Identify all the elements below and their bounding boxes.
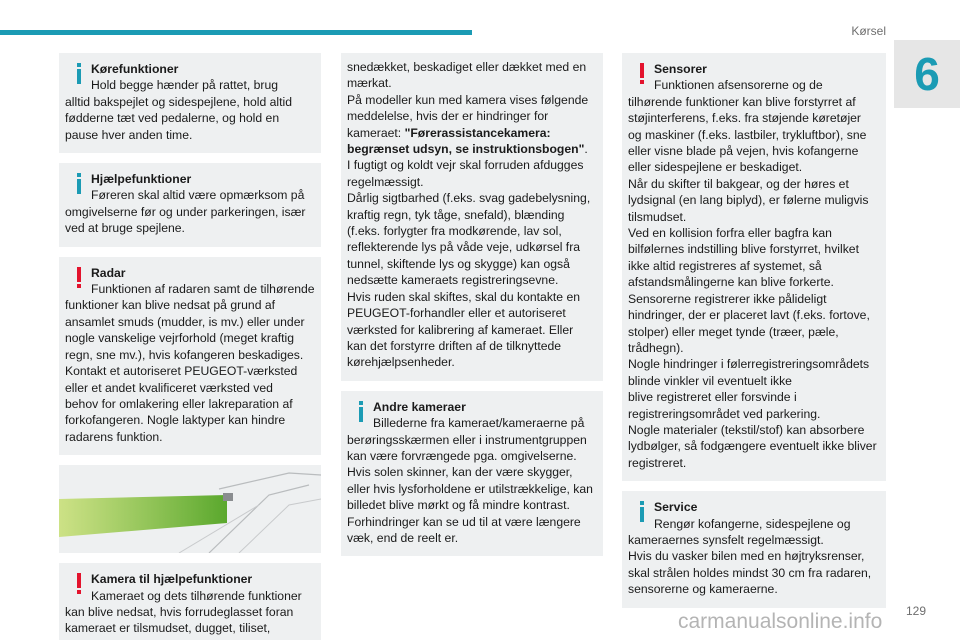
info-icon: [72, 63, 86, 85]
note-title: Kørefunktioner: [91, 62, 179, 76]
note-body: Billederne fra kameraet/kameraerne på berøringsskærmen eller i instrumentgruppen kan være forvrængede pga. omgivelserne. Hvis solen skinner, kan der være skygger, eller hvis lysforholdene er utilstrækkelige, kan billedet blive mørkt og få mindre kontrast. Forhindringer kan se ud til at være længere væk, end de reelt er.: [347, 416, 593, 545]
warning-sensors: [622, 53, 886, 481]
note-title: Andre kameraer: [373, 399, 466, 414]
note-other-cameras: [341, 391, 603, 557]
info-icon: [354, 401, 368, 423]
note-assist-functions: [59, 163, 321, 247]
note-title: Hjælpefunktioner: [91, 172, 192, 187]
warning-camera: [59, 563, 321, 640]
column-right: [622, 53, 886, 608]
note-body: Føreren skal altid være opmærksom på omgivelserne før og under parkeringen, især ved at bruge spejlene.: [65, 188, 306, 236]
warning-body-continued: snedækket, beskadiget eller dækket med en mærkat. På modeller kun med kamera vises følgende meddelelse, hvis der er hindringer for kameraet: "Førerassistancekamera: begrænset udsyn, se instruktionsbogen". I fugtigt og koldt vejr skal forruden afdugges regelmæssigt. Dårlig sigtbarhed (f.eks. svag gadebelysning, kraftig regn, tyk tåge, snefald), blænding (f.eks. forlygter fra modkørende, lav sol, reflekterende lys på våde veje, udkørsel fra tunnel, skiftende lys og skygge) kan også nedsætte kameraets registreringsevne. Hvis ruden skal skiftes, skal du kontakte en PEUGEOT-forhandler eller et autoriseret værksted for kalibrering af kameraet. Eller kan det forstyrre driften af de tilknyttede kørehjælpsenheder.: [347, 60, 591, 370]
watermark: carmanualsonline.info: [678, 610, 883, 633]
section-title: Kørsel: [851, 24, 886, 38]
camera-message: "Førerassistancekamera: begrænset udsyn, se instruktionsbogen": [347, 125, 585, 157]
note-driving-functions: [59, 53, 321, 153]
note-body: Hold begge hænder på rattet, brug alltid bakspejlet og sidespejlene, hold altid fødderne tæt ved pedalerne, og hold en pause hver anden time.: [65, 78, 292, 142]
warning-icon: [72, 573, 86, 595]
note-service: [622, 491, 886, 607]
warning-title: Kamera til hjælpefunktioner: [91, 572, 253, 587]
warning-title: Sensorer: [654, 62, 707, 76]
warning-icon: [72, 267, 86, 289]
column-left: [59, 53, 321, 640]
warning-body: Kameraet og dets tilhørende funktioner kan blive nedsat, hvis forrudeglasset foran kameraet er tilsmudset, dugget, tiliset,: [65, 588, 302, 636]
page-number: 129: [905, 604, 926, 618]
column-middle: [341, 53, 603, 556]
warning-radar: [59, 257, 321, 455]
info-icon: [72, 173, 86, 195]
warning-title: Radar: [91, 265, 126, 280]
warning-body: Funktionen afsensorerne og de tilhørende funktioner kan blive forstyrret af støjinterferens, f.eks. fra støjende køretøjer og maskiner (f.eks. lastbiler, trykluftbor), sne eller visne blade på vejen, hvis kofangerne eller sidespejlene er beskadiget. Når du skifter til bakgear, og der høres et lydsignal (en lang biplyd), er følerne muligvis tilsmudset. Ved en kollision forfra eller bagfra kan bilfølernes indstilling blive forstyrret, hvilket ikke altid registreres af systemet, så afstandsmålingerne kan blive forkerte. Sensorerne registrerer ikke pålideligt hindringer, der er placeret lavt (f.eks. fortove, stolper) eller meget tynde (træer, pæle, trådhegn). Nogle hindringer i følerregistreringsområdets blinde vinkler vil eventuelt ikke blive registreret eller forsvinde i registreringsområdet ved parkering. Nogle materialer (tekstil/stof) kan absorbere lydbølger, så fodgængere eventuelt ikke bliver registreret.: [628, 78, 877, 470]
warning-icon: [635, 63, 649, 85]
warning-body: Funktionen af radaren samt de tilhørende funktioner kan blive nedsat på grund af ansamlet smuds (mudder, is mv.) eller under nogle vanskelige vejrforhold (meget kraftig regn, sne mv.), hvis kofangeren beskadiges. Kontakt et autoriseret PEUGEOT-værksted eller et andet kvalificeret værksted ved behov for omlakering eller lakreparation af forkofangeren. Nogle laktyper kan hindre radarens funktion.: [65, 282, 315, 444]
header-accent-bar: [0, 30, 472, 35]
note-title: Service: [654, 500, 698, 515]
info-icon: [635, 501, 649, 523]
note-body: Rengør kofangerne, sidespejlene og kameraernes synsfelt regelmæssigt. Hvis du vasker bilen med en højtryksrenser, skal strålen holdes mindst 30 cm fra radaren, sensorerne og kameraerne.: [628, 516, 872, 597]
chapter-number: 6: [914, 48, 940, 100]
chapter-tab: [894, 40, 960, 108]
camera-field-of-view-graphic: [59, 465, 321, 553]
warning-camera-continued: [341, 53, 603, 381]
windshield-camera-illustration: [59, 465, 321, 553]
